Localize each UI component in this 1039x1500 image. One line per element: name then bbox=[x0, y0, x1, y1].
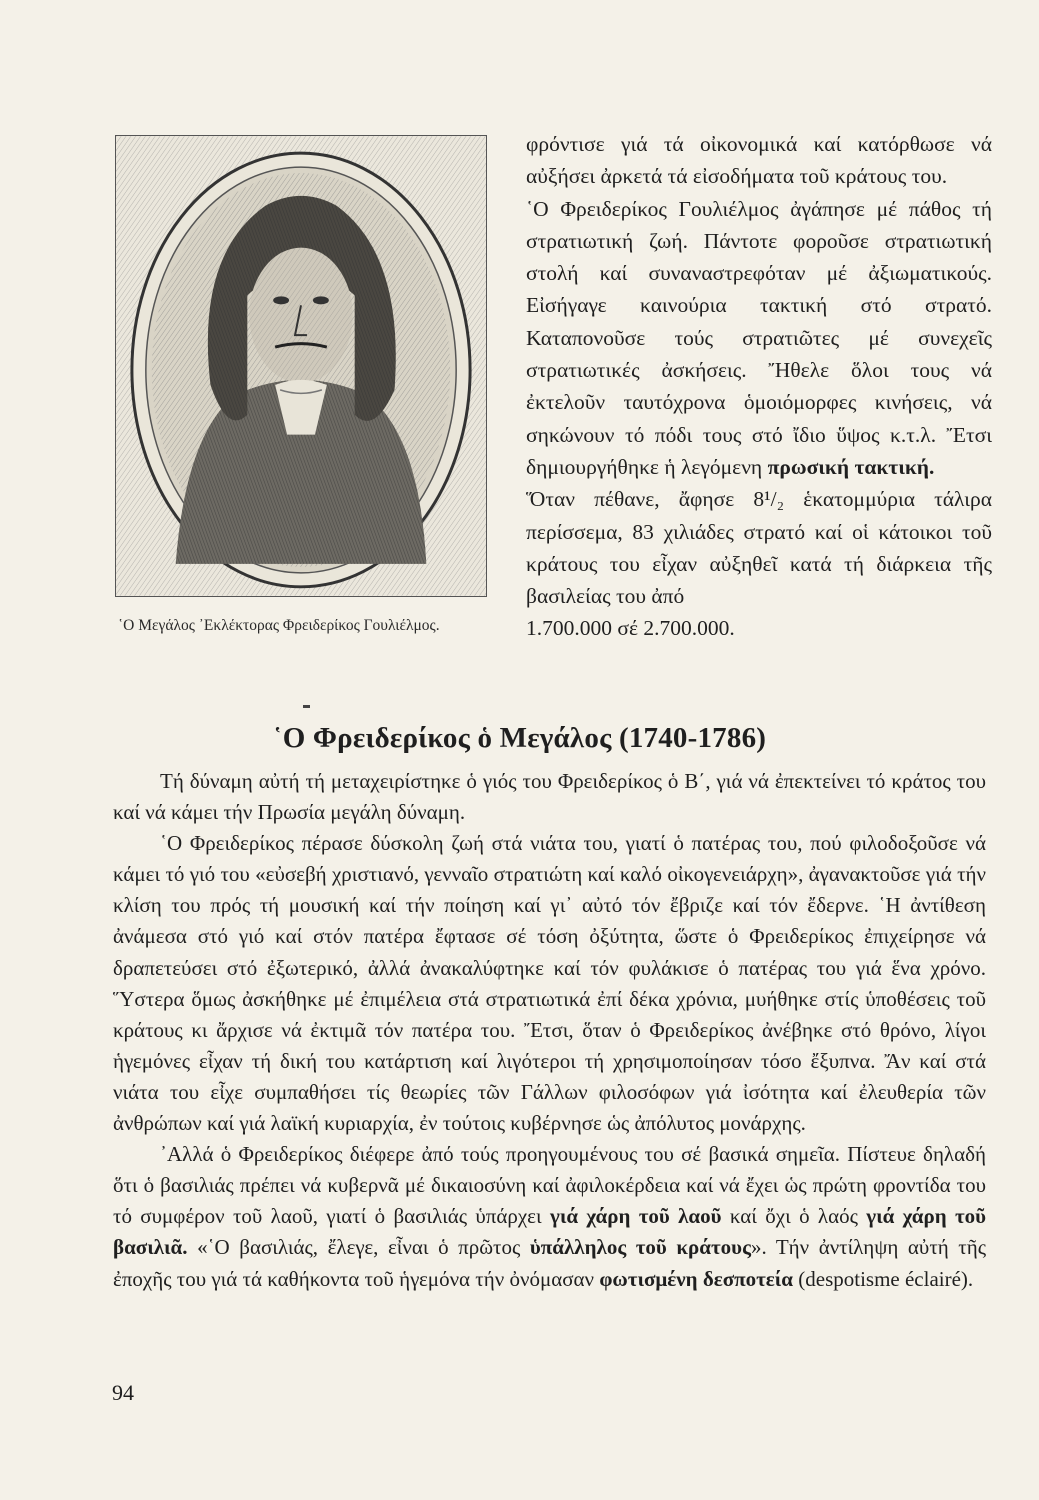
body-paragraph-3-text-c: καί ὄχι ὁ λαός bbox=[729, 1204, 858, 1229]
body-paragraph-3-text-d: «῾Ο βασιλιάς, ἔλεγε, εἶναι ὁ πρῶτος bbox=[197, 1235, 521, 1260]
right-paragraph-3-text-b: ἑκατομμύρια τάλιρα περίσσεμα, 83 χιλιάδες στρατό καί οἱ κάτοικοι τοῦ κράτους του εἶχαν αὐξηθεῖ κατά τή διάρκεια τῆς βασιλείας του ἀπό bbox=[526, 487, 992, 609]
caption-text: ῾Ο Μεγάλος ᾿Εκλέκτορας Φρειδερίκος Γουλιέλμος. bbox=[118, 617, 440, 634]
right-paragraph-3 bbox=[526, 483, 992, 644]
right-column-text bbox=[526, 128, 992, 645]
body-paragraph-3 bbox=[113, 1139, 986, 1294]
prussian-tactic-term: πρωσική τακτική. bbox=[767, 454, 935, 479]
section-heading: ῾Ο Φρειδερίκος ὁ Μεγάλος (1740-1786) bbox=[272, 722, 767, 754]
right-paragraph-2 bbox=[526, 193, 992, 484]
body-paragraph-3-text-e: ». Τήν ἀντίληψη αὐτή τῆς ἐποχῆς του γιά τά καθήκοντα τοῦ ἡγεμόνα τήν ὀνόμασαν bbox=[113, 1235, 987, 1291]
body-paragraph-2: ῾Ο Φρειδερίκος πέρασε δύσκολη ζωή στά νιάτα του, γιατί ὁ πατέρας του, πού φιλοδοξοῦσε νά κάμει τό γιό του «εὐσεβή χριστιανό, γενναῖο στρατιώτη καί καλό οἰκογενειάρχη», ἀγανακτοῦσε γιά τήν κλίση του πρός τή μουσική καί τήν ποίηση καί γι᾿ αὐτό τόν ἔβριζε καί τόν ἔδερνε. ῾Η ἀντίθεση ἀνάμεσα στό γιό καί στόν πατέρα ἔφτασε σέ τόση ὀξύτητα, ὥστε ὁ Φρειδερίκος ἐπιχείρησε νά δραπετεύσει στό ἐξωτερικό, ἀλλά ἀνακαλύφτηκε καί τόν φυλάκισε ὁ πατέρας του γιά ἕνα χρόνο. Ὕστερα ὅμως ἀσκήθηκε μέ ἐπιμέλεια στά στρατιωτικά ἐπί δέκα χρόνια, μυήθηκε στίς ὑποθέσεις τοῦ κράτους κι ἄρχισε νά ἐκτιμᾶ τόν πατέρα του. Ἔτσι, ὅταν ὁ Φρειδερίκος ἀνέβηκε στό θρόνο, λίγοι ἡγεμόνες εἶχαν τή δική του κατάρτιση καί λιγότεροι τή χρησιμοποίησαν τόσο ἔξυπνα. Ἄν καί στά νιάτα του εἶχε συμπαθήσει τίς θεωρίες τῶν Γάλλων φιλοσόφων γιά ἰσότητα καί ἐλευθερία τῶν ἀνθρώπων καί γιά λαϊκή κυριαρχία, ἐν τούτοις κυβέρνησε ὡς ἀπόλυτος μονάρχης. bbox=[113, 831, 986, 1136]
figure-caption bbox=[118, 615, 513, 636]
body-paragraph-3-text-a: ᾿Αλλά ὁ Φρειδερίκος διέφερε ἀπό τούς προηγουμένους του σέ βασικά σημεῖα. Πίστευε δηλαδή ὅτι ὁ βασιλιάς πρέπει νά κυβερνᾶ μέ δικαιοσύνη καί ἀφιλοκέρδεια καί νά ἔχει ὡς πρώτη φροντίδα του τό συμφέρον τοῦ λαοῦ, γιατί ὁ βασιλιάς ὑπάρχει bbox=[113, 1142, 986, 1229]
emphasis-for-king: γιά χάρη τοῦ βασιλιᾶ. bbox=[113, 1204, 987, 1260]
portrait-engraving-icon bbox=[116, 136, 486, 596]
body-paragraph-3-text-f: (despotisme éclairé). bbox=[798, 1266, 974, 1291]
body-paragraph-1: Τή δύναμη αὐτή τή μεταχειρίστηκε ὁ γιός του Φρειδερίκος ὁ Β΄, γιά νά ἐπεκτείνει τό κράτος του καί νά κάμει τήν Πρωσία μεγάλη δύναμη. bbox=[113, 769, 986, 825]
emphasis-first-servant: ὑπάλληλος τοῦ κράτους bbox=[529, 1235, 751, 1260]
right-paragraph-3-text-a: Ὅταν πέθανε, ἄφησε bbox=[526, 487, 735, 512]
emphasis-for-people: γιά χάρη τοῦ λαοῦ bbox=[550, 1204, 722, 1229]
page-number: 94 bbox=[112, 1380, 134, 1405]
right-paragraph-2-text: ῾Ο Φρειδερίκος Γουλιέλμος ἀγάπησε μέ πάθος τή στρατιωτική ζωή. Πάντοτε φοροῦσε στρατιωτική στολή καί συναναστρεφόταν μέ ἀξιωματικούς. Εἰσήγαγε καινούρια τακτική στό στρατό. Καταπονοῦσε τούς στρατιῶτες μέ συνεχεῖς στρατιωτικές ἀσκήσεις. Ἤθελε ὅλοι τους νά ἐκτελοῦν ταυτόχρονα ὁμοιόμορφες κινήσεις, νά σηκώνουν τό πόδι τους στό ἴδιο ὕψος κ.τ.λ. Ἔτσι δημιουργήθηκε ἡ λεγόμενη bbox=[526, 196, 992, 479]
portrait-image bbox=[115, 135, 487, 597]
fraction-value: 8¹/₂ bbox=[753, 487, 785, 512]
right-paragraph-3-text-c: 1.700.000 σέ 2.700.000. bbox=[526, 616, 735, 641]
right-paragraph-1: φρόντισε γιά τά οἰκονομικά καί κατόρθωσε νά αὐξήσει ἀρκετά τά εἰσοδήματα τοῦ κράτους του. bbox=[526, 132, 992, 189]
divider-mark bbox=[303, 705, 310, 708]
body-text bbox=[113, 766, 986, 1295]
emphasis-enlightened-despotism: φωτισμένη δεσποτεία bbox=[599, 1266, 793, 1291]
